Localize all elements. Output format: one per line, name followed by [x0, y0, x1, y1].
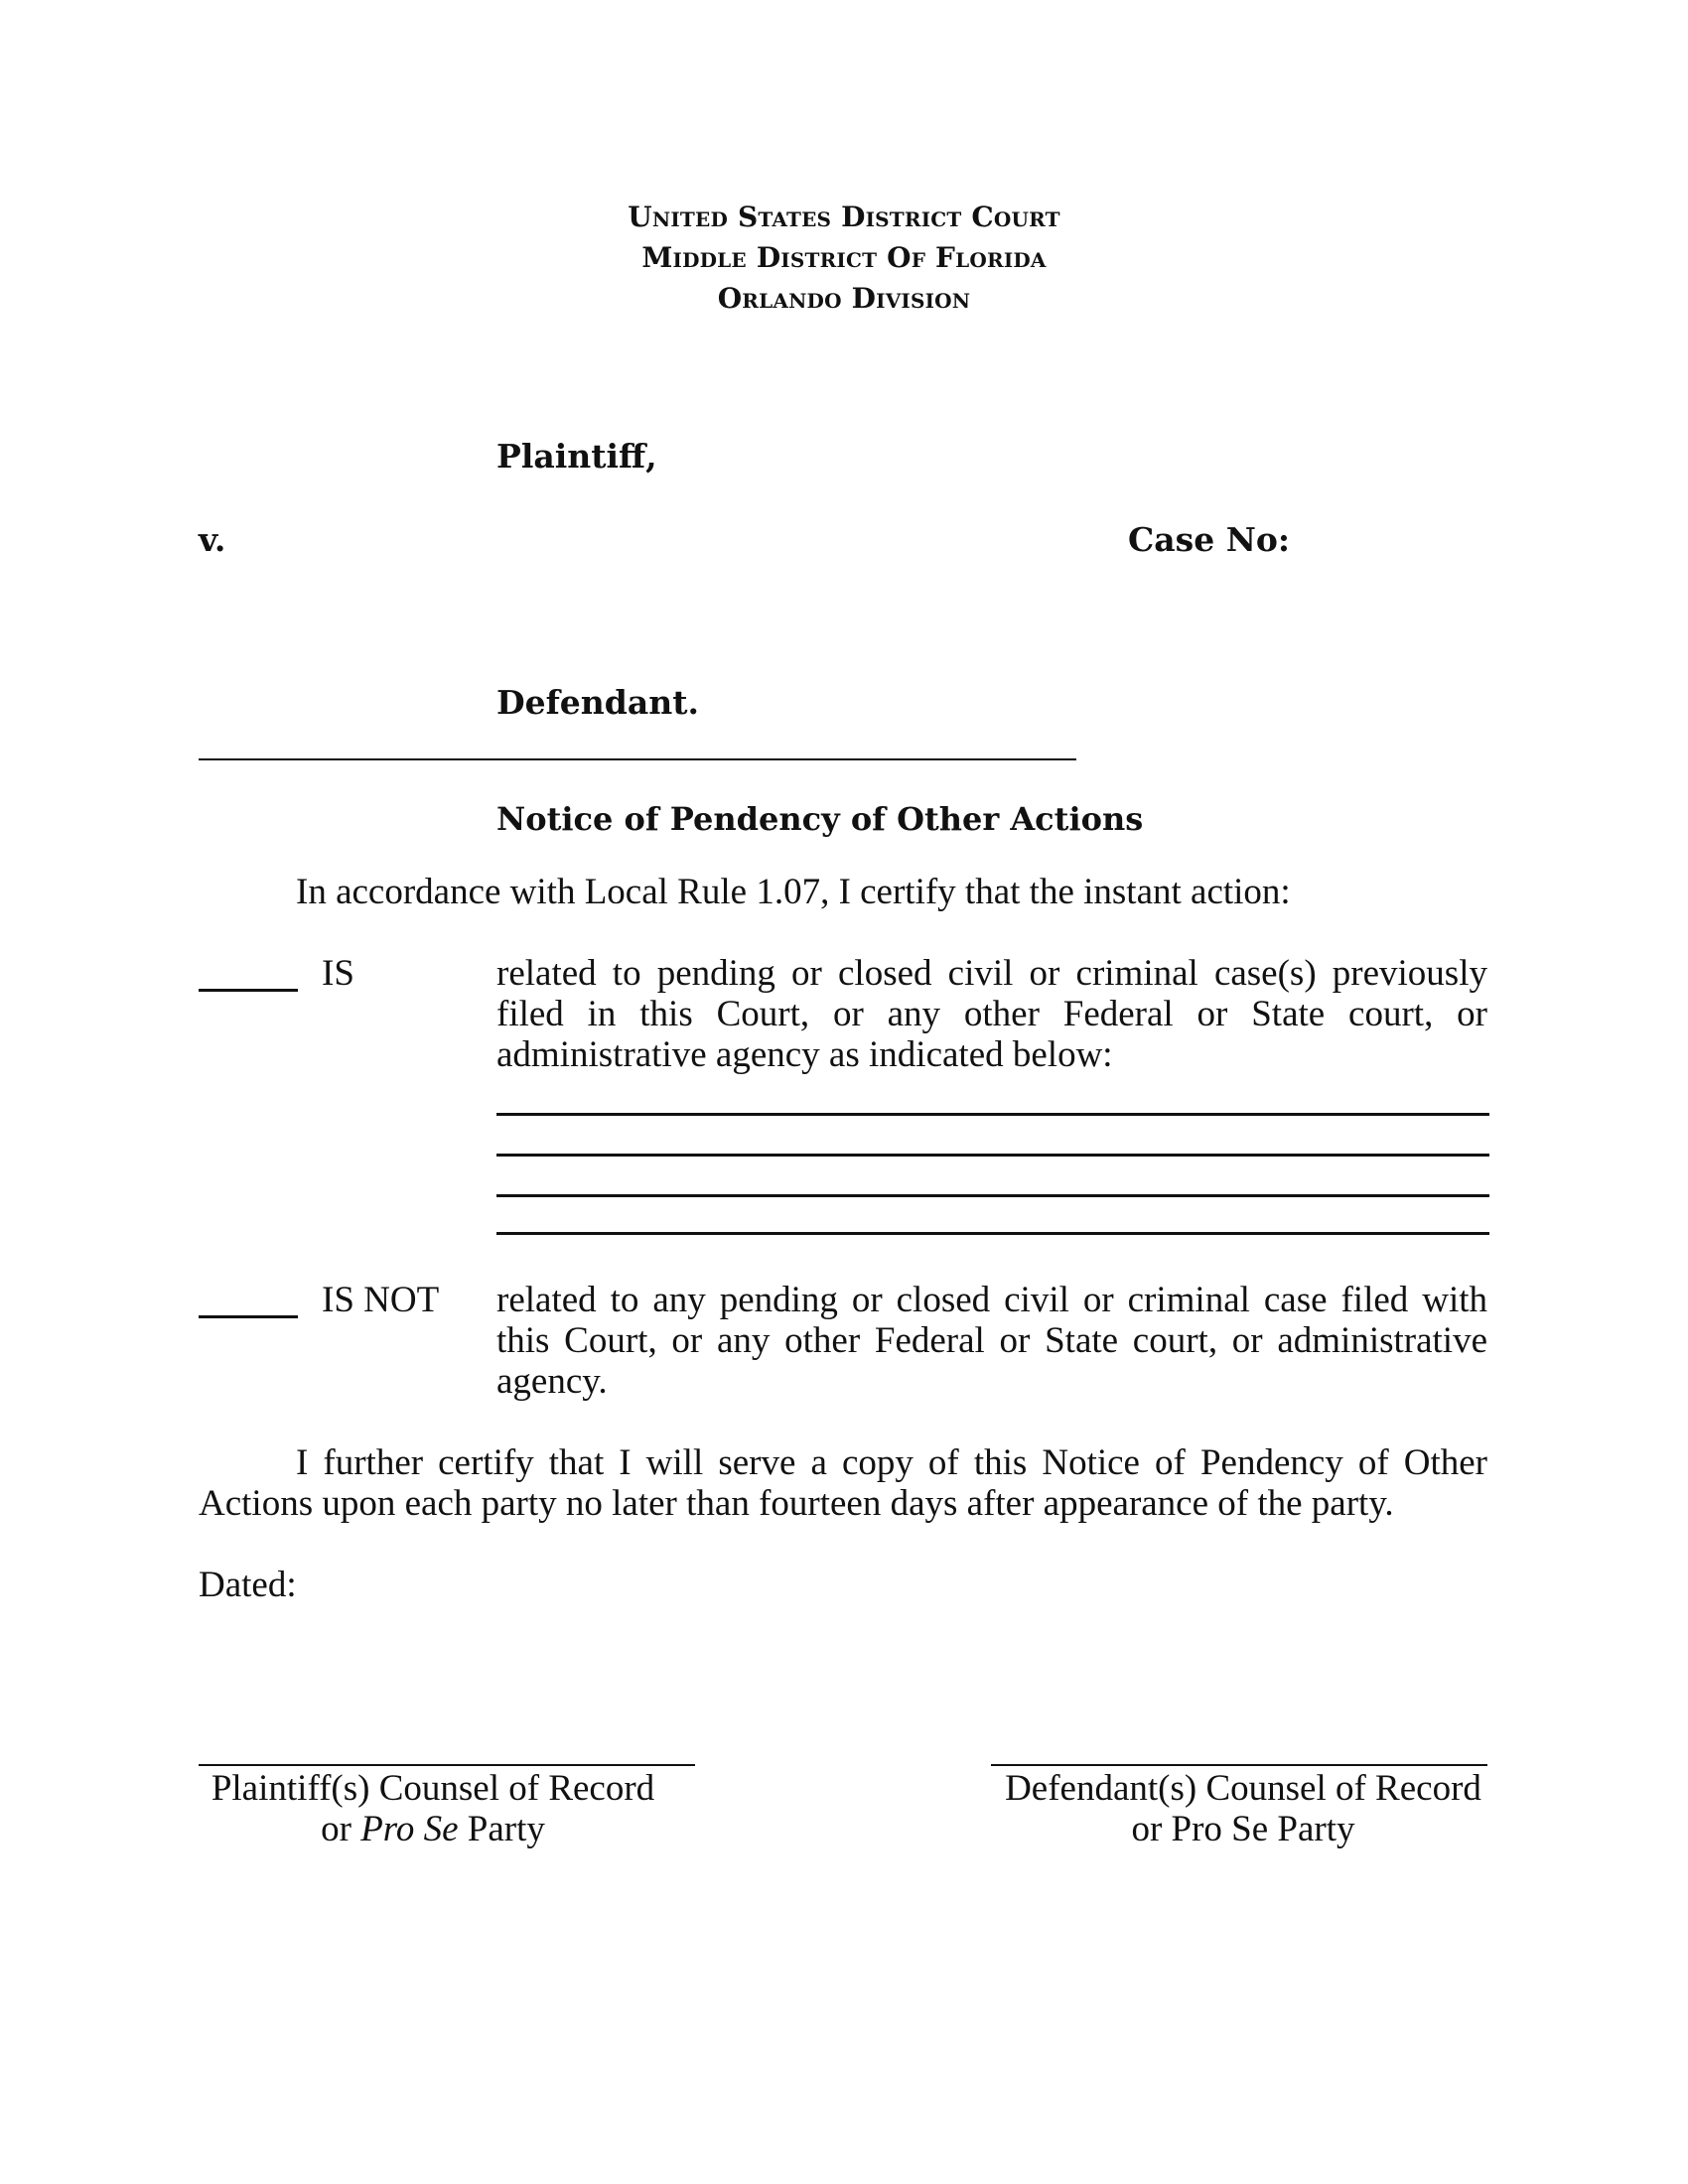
- court-name: United States District Court: [628, 201, 1060, 233]
- defendant-signature-title: Defendant(s) Counsel of Record: [1005, 1768, 1481, 1809]
- defendant-label: Defendant.: [496, 683, 699, 722]
- related-case-line-4[interactable]: [496, 1232, 1489, 1235]
- case-number-label: Case No:: [1128, 520, 1291, 559]
- plaintiff-signature-block: [199, 1768, 667, 1849]
- defendant-signature-subtitle: or Pro Se Party: [1131, 1809, 1355, 1849]
- plaintiff-signature-subtitle: or Pro Se Party: [321, 1809, 545, 1849]
- defendant-signature-block: [989, 1768, 1497, 1849]
- is-option-text: related to pending or closed civil or criminal case(s) previously filed in this Court, or any other Federal or State court, or administrative agency as indicated below:: [496, 953, 1487, 1075]
- district-name: Middle District Of Florida: [641, 241, 1047, 274]
- caption-divider: [199, 758, 1076, 760]
- is-not-checkbox-blank[interactable]: [199, 1315, 298, 1318]
- related-case-line-1[interactable]: [496, 1113, 1489, 1116]
- plaintiff-signature-title: Plaintiff(s) Counsel of Record: [211, 1768, 655, 1809]
- related-case-line-3[interactable]: [496, 1194, 1489, 1197]
- document-title: Notice of Pendency of Other Actions: [496, 800, 1144, 838]
- plaintiff-label: Plaintiff,: [496, 437, 657, 476]
- is-checkbox-blank[interactable]: [199, 989, 298, 992]
- defendant-signature-line[interactable]: [991, 1764, 1487, 1766]
- division-name: Orlando Division: [717, 282, 971, 315]
- court-caption: [0, 197, 1688, 319]
- plaintiff-signature-line[interactable]: [199, 1764, 695, 1766]
- is-option-label: IS: [322, 953, 354, 994]
- versus-label: v.: [199, 520, 226, 559]
- is-not-option-label: IS NOT: [322, 1280, 440, 1320]
- further-certify-paragraph: I further certify that I will serve a copy of this Notice of Pendency of Other Actions upon each party no later than fourteen days after appearance of the party.: [199, 1442, 1487, 1524]
- is-not-option-text: related to any pending or closed civil or criminal case filed with this Court, or any other Federal or State court, or administrative agency.: [496, 1280, 1487, 1402]
- dated-label: Dated:: [199, 1565, 297, 1605]
- related-case-line-2[interactable]: [496, 1154, 1489, 1157]
- intro-statement: In accordance with Local Rule 1.07, I certify that the instant action:: [296, 872, 1291, 912]
